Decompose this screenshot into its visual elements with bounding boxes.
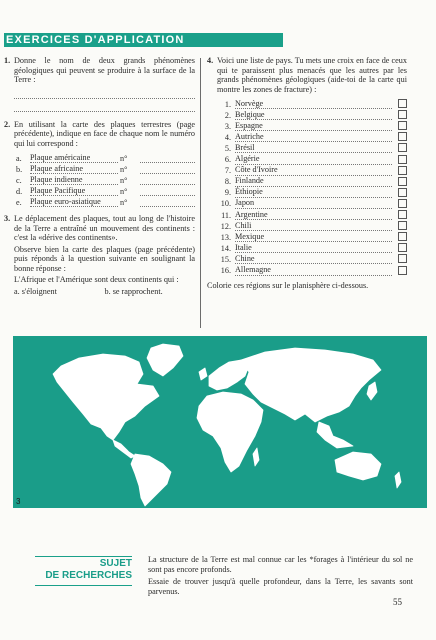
plate-name-line bbox=[30, 197, 118, 208]
north-america-shape bbox=[53, 354, 159, 440]
banner-title: EXERCICES D'APPLICATION bbox=[6, 34, 185, 46]
country-number: 10. bbox=[220, 199, 231, 209]
country-name-line bbox=[235, 232, 392, 243]
checkbox[interactable] bbox=[398, 143, 407, 152]
country-name: Finlande bbox=[235, 176, 264, 186]
choice-a[interactable]: a. s'éloignent bbox=[14, 286, 57, 296]
country-name: Côte d'Ivoire bbox=[235, 165, 278, 175]
checkbox[interactable] bbox=[398, 221, 407, 230]
country-number: 6. bbox=[224, 155, 231, 165]
country-row bbox=[217, 153, 407, 164]
research-topic-box bbox=[35, 556, 132, 586]
question-1 bbox=[4, 56, 195, 85]
country-row bbox=[217, 187, 407, 198]
country-number: 7. bbox=[224, 166, 231, 176]
question-number: 1. bbox=[4, 56, 11, 65]
left-column bbox=[4, 56, 195, 296]
country-name-line bbox=[235, 254, 392, 265]
question-text-2: Observe bien la carte des plaques (page précédente) puis réponds à la question suivante en soulignant la bonne réponse : bbox=[14, 244, 195, 273]
country-row bbox=[217, 242, 407, 253]
checkbox[interactable] bbox=[398, 121, 407, 130]
plate-letter: b. bbox=[16, 164, 23, 174]
country-row bbox=[217, 165, 407, 176]
answer-line[interactable] bbox=[14, 102, 195, 112]
checkbox[interactable] bbox=[398, 210, 407, 219]
country-name: Autriche bbox=[235, 131, 264, 141]
checkbox[interactable] bbox=[398, 232, 407, 241]
country-name-line bbox=[235, 143, 392, 154]
section-banner bbox=[4, 33, 283, 47]
choice-b[interactable]: b. se rapprochent. bbox=[104, 286, 163, 296]
right-column bbox=[207, 56, 407, 290]
plate-row bbox=[16, 163, 195, 174]
country-row bbox=[217, 220, 407, 231]
number-label: n° bbox=[120, 164, 128, 174]
question-3 bbox=[4, 214, 195, 243]
research-topic-heading bbox=[35, 557, 132, 582]
country-name: Algérie bbox=[235, 154, 260, 164]
country-number: 12. bbox=[220, 221, 231, 231]
south-america-shape bbox=[131, 454, 171, 506]
question-text-3: L'Afrique et l'Amérique sont deux continents qui : bbox=[14, 275, 179, 284]
country-row bbox=[217, 109, 407, 120]
country-name-line bbox=[235, 154, 392, 165]
country-row bbox=[217, 98, 407, 109]
plate-row bbox=[16, 152, 195, 163]
answer-line[interactable] bbox=[14, 89, 195, 99]
country-name-line bbox=[235, 99, 392, 110]
plate-name-line bbox=[30, 186, 118, 197]
checkbox[interactable] bbox=[398, 199, 407, 208]
column-divider bbox=[200, 58, 201, 328]
number-answer-line[interactable] bbox=[140, 162, 195, 163]
plate-name: Plaque américaine bbox=[30, 152, 91, 162]
country-name-line bbox=[235, 187, 392, 198]
country-name: Chine bbox=[235, 253, 255, 263]
country-number: 13. bbox=[220, 232, 231, 242]
question-text: Voici une liste de pays. Tu mets une croix en face de ceux qui te paraissent plus menacés que les autres par les grands phénomènes géologiques (aide-toi de la carte qui montre les zones de fracture) : bbox=[217, 56, 407, 94]
plate-name: Plaque indienne bbox=[30, 174, 83, 184]
country-name: Belgique bbox=[235, 109, 265, 119]
country-name: Japon bbox=[235, 198, 255, 208]
number-label: n° bbox=[120, 197, 128, 207]
country-name: Éthiopie bbox=[235, 187, 263, 197]
country-name-line bbox=[235, 210, 392, 221]
plate-row bbox=[16, 185, 195, 196]
question-2 bbox=[4, 120, 195, 149]
question-number: 3. bbox=[4, 214, 11, 223]
country-number: 8. bbox=[224, 177, 231, 187]
country-row bbox=[217, 198, 407, 209]
checkbox[interactable] bbox=[398, 99, 407, 108]
checkbox[interactable] bbox=[398, 155, 407, 164]
country-name: Argentine bbox=[235, 209, 268, 219]
plate-list bbox=[4, 152, 195, 207]
question-4 bbox=[207, 56, 407, 94]
checkbox[interactable] bbox=[398, 132, 407, 141]
country-number: 9. bbox=[224, 188, 231, 198]
country-name-line bbox=[235, 165, 392, 176]
checkbox[interactable] bbox=[398, 266, 407, 275]
country-name: Italie bbox=[235, 242, 252, 252]
plate-name: Plaque Pacifique bbox=[30, 185, 86, 195]
country-name-line bbox=[235, 198, 392, 209]
country-row bbox=[217, 131, 407, 142]
country-row bbox=[217, 209, 407, 220]
plate-letter: d. bbox=[16, 186, 23, 196]
country-number: 15. bbox=[220, 254, 231, 264]
africa-shape bbox=[197, 392, 263, 472]
question-text: Le déplacement des plaques, tout au long de l'histoire de la Terre a entraîné un mouvement des continents : c'est la «dérive des continents». bbox=[14, 214, 195, 242]
country-row bbox=[217, 253, 407, 264]
research-paragraph: La structure de la Terre est mal connue car les *forages à l'intérieur du sol ne sont pas encore profonds. bbox=[148, 555, 413, 574]
checkbox[interactable] bbox=[398, 166, 407, 175]
checkbox[interactable] bbox=[398, 188, 407, 197]
plate-letter: c. bbox=[16, 175, 22, 185]
new-zealand-shape bbox=[395, 472, 401, 488]
coloring-instruction: Colorie ces régions sur le planisphère ci-dessous. bbox=[207, 280, 369, 290]
plate-row bbox=[16, 174, 195, 185]
plate-name-line bbox=[30, 164, 118, 175]
country-name-line bbox=[235, 110, 392, 121]
plate-letter: a. bbox=[16, 153, 22, 163]
question-text: Donne le nom de deux grands phénomènes géologiques qui peuvent se produire à la surface de la Terre : bbox=[14, 56, 195, 84]
checkbox[interactable] bbox=[398, 243, 407, 252]
number-answer-line[interactable] bbox=[140, 206, 195, 207]
country-number: 14. bbox=[220, 243, 231, 253]
country-number: 2. bbox=[224, 110, 231, 120]
country-number: 3. bbox=[224, 121, 231, 131]
southeast-asia-shape bbox=[317, 422, 353, 448]
plate-letter: e. bbox=[16, 197, 22, 207]
world-map[interactable] bbox=[13, 336, 427, 508]
country-name-line bbox=[235, 121, 392, 132]
research-topic-text bbox=[148, 555, 413, 599]
heading-line-2: DE RECHERCHES bbox=[45, 570, 132, 581]
country-name-line bbox=[235, 243, 392, 254]
country-number: 5. bbox=[224, 143, 231, 153]
country-row bbox=[217, 231, 407, 242]
plate-row bbox=[16, 196, 195, 207]
number-answer-line[interactable] bbox=[140, 184, 195, 185]
uk-shape bbox=[199, 368, 207, 380]
figure-number: 3 bbox=[16, 497, 21, 506]
number-label: n° bbox=[120, 186, 128, 196]
country-number: 1. bbox=[224, 99, 231, 109]
country-name: Chili bbox=[235, 220, 252, 230]
research-paragraph: Essaie de trouver jusqu'à quelle profondeur, dans la Terre, les savants sont parvenus. bbox=[148, 577, 413, 596]
central-america-shape bbox=[113, 440, 135, 458]
country-name: Mexique bbox=[235, 231, 265, 241]
world-map-outline bbox=[13, 336, 427, 508]
country-list bbox=[207, 98, 407, 276]
country-name-line bbox=[235, 221, 392, 232]
answer-choices bbox=[14, 287, 195, 297]
number-label: n° bbox=[120, 153, 128, 163]
question-text: En utilisant la carte des plaques terrestres (page précédente), indique en face de chaque nom le numéro qui lui correspond : bbox=[14, 119, 195, 148]
checkbox[interactable] bbox=[398, 177, 407, 186]
greenland-shape bbox=[147, 344, 183, 376]
number-answer-line[interactable] bbox=[140, 173, 195, 174]
country-number: 11. bbox=[221, 210, 231, 220]
country-row bbox=[217, 264, 407, 275]
country-name: Espagne bbox=[235, 120, 263, 130]
europe-shape bbox=[209, 360, 249, 390]
page-number: 55 bbox=[393, 597, 402, 607]
country-name: Brésil bbox=[235, 142, 255, 152]
number-answer-line[interactable] bbox=[140, 195, 195, 196]
country-name: Norvège bbox=[235, 98, 264, 108]
country-row bbox=[217, 142, 407, 153]
australia-shape bbox=[335, 452, 381, 480]
question-number: 2. bbox=[4, 119, 11, 129]
country-number: 16. bbox=[220, 266, 231, 275]
plate-name-line bbox=[30, 175, 118, 186]
country-row bbox=[217, 176, 407, 187]
country-name-line bbox=[235, 265, 392, 276]
japan-shape bbox=[367, 382, 377, 400]
heading-line-1: SUJET bbox=[99, 558, 132, 569]
plate-name: Plaque africaine bbox=[30, 163, 83, 173]
checkbox[interactable] bbox=[398, 254, 407, 263]
country-name-line bbox=[235, 176, 392, 187]
checkbox[interactable] bbox=[398, 110, 407, 119]
country-row bbox=[217, 120, 407, 131]
country-name: Allemagne bbox=[235, 265, 271, 274]
madagascar-shape bbox=[253, 448, 259, 466]
country-name-line bbox=[235, 132, 392, 143]
plate-name-line bbox=[30, 153, 118, 164]
question-number: 4. bbox=[207, 56, 214, 65]
plate-name: Plaque euro-asiatique bbox=[30, 196, 101, 206]
number-label: n° bbox=[120, 175, 128, 185]
country-number: 4. bbox=[224, 132, 231, 142]
